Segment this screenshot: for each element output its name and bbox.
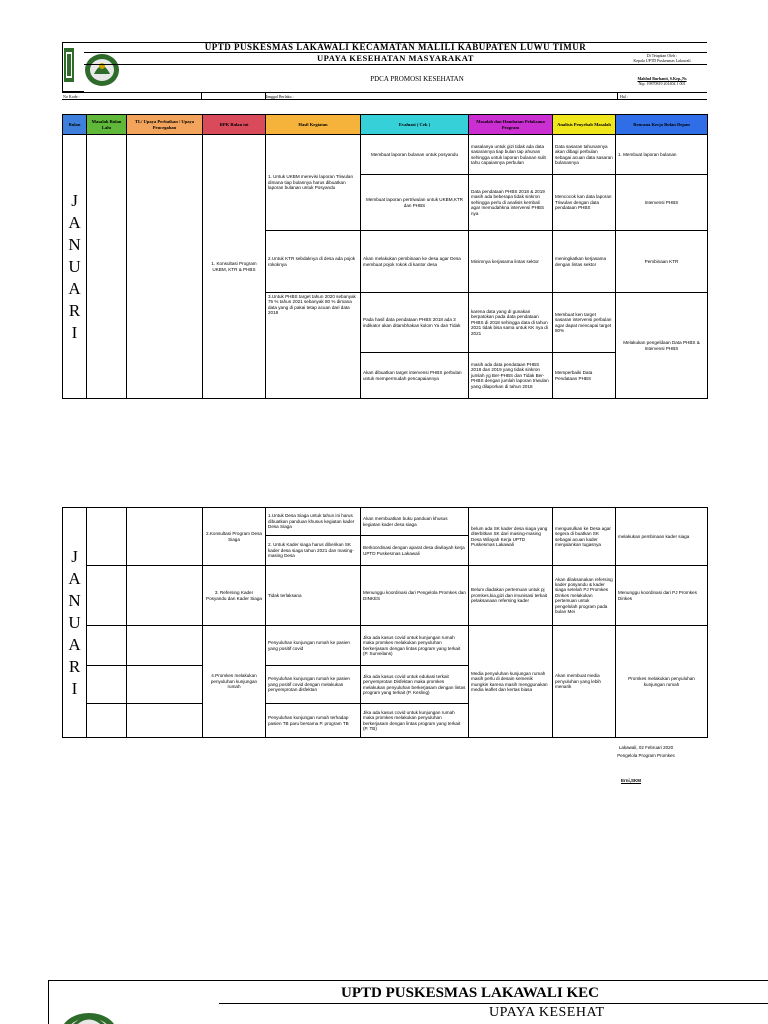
col-rpk: RPK Bulan ini [203,115,266,135]
evaluasi-cell: Berkoordinasi dengan aparat desa diwilayah kerja UPTD Puskesmas Lakawali [361,536,469,566]
hasil-cell: 1. Untuk UKBM merevisi laporan Triwulan dimana tiap bulannya harus dibuatkan laporan bulanan untuk Posyandu [266,135,361,231]
masalah-cell: masalanya untuk gizi tidak ada data sasarannya tiap bulan tap ahunan sehingga untuk laporan bulanan sulit tahu capaiannya perbulan [469,135,553,175]
masalah-cell: Belum diadakan pertemuan untuk pj promkes,kia,gizi dan imunisasi terkait pelaksanaan refersing kader [469,566,553,626]
col-evaluasi: Evaluasi ( Cek ) [361,115,469,135]
luwu-timur-logo-icon [59,1007,119,1024]
masalah-bulan-lalu-cell [87,666,127,704]
table-row [63,626,708,666]
approval-line-1: Di Tetapkan Oleh : [646,53,678,58]
signature-block [586,745,706,783]
approval-name: Mahfud Burhanti, S.Kep.,Ns [637,76,687,81]
rencana-cell: Pembinaan KTR [616,231,708,293]
rencana-cell: Menunggu koordinasi dari PJ Promkes Dinkes [616,566,708,626]
hasil-cell: 3.Untuk PHBS target tahun 2020 sebanyak 75 % tahun 2021 sebanyak 80 % dimana data yang di pakai tetap acuan dari data 2018 [266,293,361,399]
evaluasi-cell: Akan melakukan pembinaan ke desa agar Desa membuat pojok rokok di kantor desa [361,231,469,293]
month-label: J A N U A R I [63,135,87,399]
evaluasi-cell: Pada hasil data pendataan PHBS 2018 ada 3 indikator akan ditambhakan kolom Ya dan Tidak [361,293,469,353]
tl-upaya-cell [127,626,203,666]
evaluasi-cell: Jika ada kasus covid untuk edukasi terkait penyemprotan Disfektan maka promkes melakukan penyuluhan berkerjasam dengan lintas program yang terkait (P. Kesling) [361,666,469,704]
rencana-cell: Promkes melakukan penyuluhan kunjungan rumah [616,626,708,738]
signature-name: Erni,SKM [620,778,641,783]
hasil-cell: 2.Untuk KTR sebdaknya di desa ada pojok rokoknya [266,231,361,293]
next-page-header [48,980,768,1024]
pdca-table-2 [62,507,708,738]
month-label: J A N U A R I [63,508,87,738]
header-approval [617,53,707,86]
masalah-cell: Data pendataan PHBS 2018 & 2019 masih ada beberapa tidak sinkron sehingga perlu di analisis kembali agar memudahkna intervensi PHBS nya [469,175,553,231]
evaluasi-cell: Membuat laporan bulanan untuk posyandu [361,135,469,175]
col-bulan: Bulan [63,115,87,135]
masalah-bulan-lalu-cell [87,704,127,738]
tl-upaya-cell [127,135,203,399]
document-header [62,42,707,92]
evaluasi-cell: Jika ada kasus covid untuk kunjungan rumah maka promkes melakukan penyuluhan berkerjasam dengan lintas program yang terkait (P. Surveilans) [361,626,469,666]
hasil-cell: Penyuluhan kunjungan rumah ke pasien yang positif covid dengan melakukan penyemprotan disfektan [266,666,361,704]
analisis-cell: Data sasaran tahunannya akan dibagi perbulan sebagai acuan data sasaran bulanannya [553,135,616,175]
signature-role: Pengelola Program Promkes [617,753,675,758]
hasil-cell: 1.Untuk Desa Siaga untuk tahun ini harus dibuatkan panduan khusus kegiatan kader Desa Siaga [266,508,361,536]
analisis-cell: Memperbaiki Data Pendataan PHBS [553,353,616,399]
rencana-cell: 1. Membuat laporan bulanan [616,135,708,175]
tl-upaya-cell [127,704,203,738]
masalah-bulan-lalu-cell [87,626,127,666]
masalah-bulan-lalu-cell [87,508,127,566]
pdca-table-1 [62,114,708,399]
next-page-title-1: UPTD PUSKESMAS LAKAWALI KEC [341,985,599,1001]
rencana-cell: Melakukan pengeldaan Data PHBS & Intervensi PHBS [616,293,708,399]
evaluasi-cell: Menunggu koordinasi dari Pengelola Promkes dan DINKES [361,566,469,626]
masalah-cell: belum ada SK kader desa siaga yang diterbitkan SK dari masing-masing Desa Wilayah Kerja UPTD Puskesmas Lakawali [469,508,553,566]
approval-line-2: Kepala UPTD Puskesmas Lakawali [633,58,691,63]
meta-no-kode: No Kode : [63,94,80,99]
masalah-cell: Media penyuluhan kunjungan rumah masih perlu di desain semenik mungkin karena masih menggunakan media leaflet dan kertas biasa [469,626,553,738]
masalah-cell: masih ada data pendataan PHBS 2018 dan 2019 yang tidak sinkron jumlah yg Ber-PHBS dan Tidak Ber-PHBS dengan jumlah laporan triwulan yang dilaporkan di tahun 2018 [469,353,553,399]
analisis-cell: Akan dilaksanakan refersing kader posyandu & kader siaga setelah PJ Promkes Dinkes melakukan pertemuan untuk pengelolah program pada bulan Mei [553,566,616,626]
col-tl-upaya: TL/ Upaya Perbaikan / Upaya Pencegahan [127,115,203,135]
header-title-3: PDCA PROMOSI KESEHATAN [370,75,464,83]
col-masalah-bulan-lalu: Masalah Bulan Lalu [87,115,127,135]
signature-place-date: Lakawali, 02 Februari 2020 [618,745,674,750]
table-header-row [63,115,708,135]
hasil-cell: Penyuluhan kunjungan rumah terhadap pasien TB paru bersama P. program TB [266,704,361,738]
col-masalah-hambatan: Masalah dan Hambatan Pelaksana Program [469,115,553,135]
rpk-cell: 3. Refersing Kader Posyandu dan Kader Siaga [203,566,266,626]
approval-nip: Nip. 19870819 201404 1 001 [638,81,686,86]
meta-row [62,92,707,100]
masalah-cell: Minimnya kerjasama lintas sektor [469,231,553,293]
evaluasi-cell: Akan dibuatkan target intervensi PHBS perbulan untuk mempermudah pencapaiannya [361,353,469,399]
analisis-cell: Akan membuat media penyuluhan yang lebih menarik [553,626,616,738]
analisis-cell: mengusulkan ke Desa agar segera di buatkan SK sebagai acuan kader menjalankan tugasnya [553,508,616,566]
col-rencana: Rencana Kerja Bulan Depan [616,115,708,135]
rpk-cell: 2.Konsultasi Program Desa Siaga [203,508,266,566]
hasil-cell: 2. Untuk Kader siaga harus diberikan SK kader desa siaga tahun 2021 dan masing-masing Desa [266,536,361,566]
tl-upaya-cell [127,566,203,626]
rencana-cell: Intervensi PHBS [616,175,708,231]
header-title-1: UPTD PUSKESMAS LAKAWALI KECAMATAN MALILI KABUPATEN LUWU TIMUR [204,42,587,52]
rpk-cell: 1. Konsultasi Program UKBM, KTR & PHBS [203,135,266,399]
masalah-bulan-lalu-cell [87,135,127,399]
rpk-cell: 4.Promkes melakukan penyuluhan kunjungan rumah [203,626,266,738]
analisis-cell: Membuat ken target sasaran intervensi perbulan agar dapat mencapai target 80% [553,293,616,353]
table-row [63,566,708,626]
analisis-cell: Mencocok kan data laporan Triwulan dengan data pendataan PHBS [553,175,616,231]
masalah-bulan-lalu-cell [87,566,127,626]
hasil-cell: Tidak terlaksana [266,566,361,626]
evaluasi-cell: Membuat laporan pertriwulan untuk UKBM,KTR dan PHBS [361,175,469,231]
hasil-cell: Penyuluhan kunjungan rumah ke pasien yang positif covid [266,626,361,666]
meta-hal: Hal : [620,94,628,99]
rencana-cell: melakukan pembinaan kader siaga [616,508,708,566]
table-row [63,135,708,175]
col-hasil: Hasil Kegiatan [266,115,361,135]
masalah-cell: karena data yang di gunakan berpatokan pada data pendataan PHBS di 2018 sehingga data di tahun 2021 tidak bisa sama untuk KK nya di 2021 [469,293,553,353]
evaluasi-cell: Akan membuatkan buku panduan khusus kegiatan kader desa siaga [361,508,469,536]
col-analisis: Analisis Penyebab Masalah [553,115,616,135]
next-page-title-2: UPAYA KESEHAT [489,1005,605,1020]
tl-upaya-cell [127,508,203,566]
tl-upaya-cell [127,666,203,704]
evaluasi-cell: Jika ada kasus covid untuk kunjungan rumah maka promkes melakukan penyuluhan berkerjasam dengan lintas program yang terkait (P. TB) [361,704,469,738]
table-row [63,508,708,536]
meta-tanggal: Tanggal Berlaku : [265,94,294,99]
analisis-cell: meningkatkan kerjasama dengan lintas sektor [553,231,616,293]
header-title-2: UPAYA KESEHATAN MASYARAKAT [317,53,474,63]
